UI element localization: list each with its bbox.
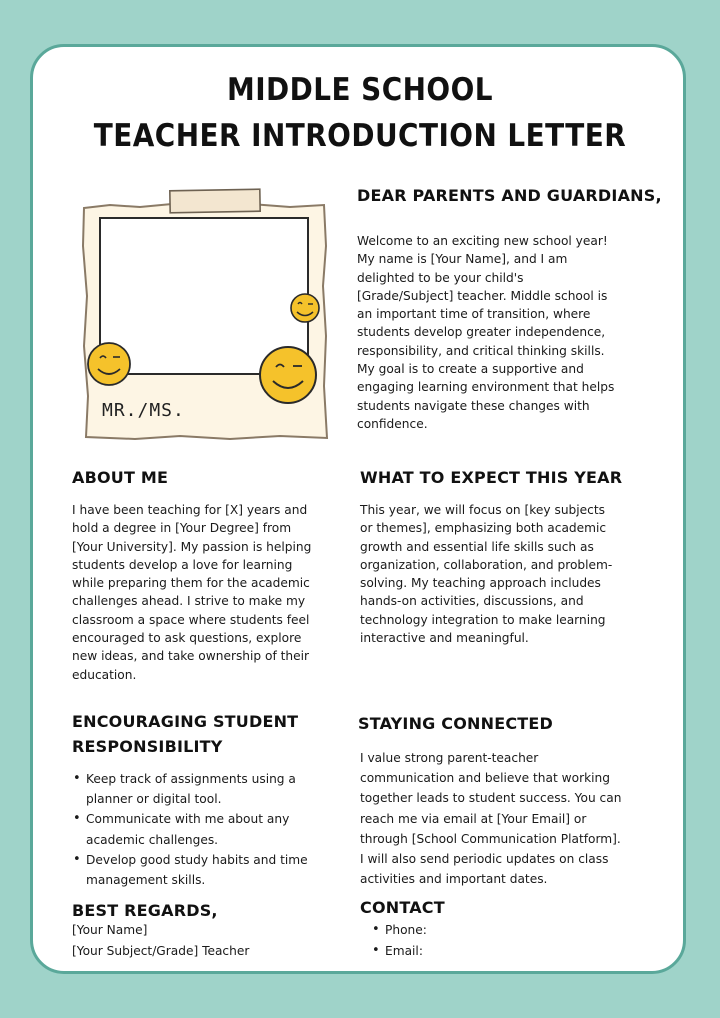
greeting-line: My name is [Your Name], and I am	[357, 252, 568, 267]
contact-item-phone	[385, 920, 585, 941]
expect-line: or themes], emphasizing both academic	[360, 521, 607, 536]
about-line: while preparing them for the academic	[72, 576, 310, 591]
contact-item-email	[385, 941, 585, 962]
connected-line: activities and important dates.	[360, 872, 548, 887]
connected-line: I value strong parent-teacher	[360, 751, 539, 765]
regards-role: [Your Subject/Grade] Teacher	[72, 944, 250, 958]
expect-line: This year, we will focus on [key subjects	[360, 503, 605, 517]
connected-line: communication and believe that working	[360, 771, 610, 786]
responsibility-heading-line-1: ENCOURAGING STUDENT	[72, 712, 299, 731]
about-line: hold a degree in [Your Degree] from	[72, 521, 292, 536]
expect-line: hands-on activities, discussions, and	[360, 594, 584, 609]
connected-line: reach me via email at [Your Email] or	[360, 811, 587, 826]
greeting-line: responsibility, and critical thinking skills.	[357, 343, 605, 358]
list-item-line: management skills.	[86, 873, 206, 888]
about-line: education.	[72, 667, 137, 682]
expect-line: organization, collaboration, and problem-	[360, 557, 613, 572]
connected-paragraph	[360, 748, 660, 889]
greeting-paragraph	[357, 232, 657, 433]
contact-phone-label: Phone:	[385, 923, 427, 937]
expect-line: interactive and meaningful.	[360, 631, 529, 646]
about-paragraph	[72, 501, 342, 684]
smiley-small-icon	[291, 294, 319, 322]
expect-line: technology integration to make learning	[360, 612, 606, 627]
expect-line: growth and essential life skills such as	[360, 539, 594, 554]
about-line: new ideas, and take ownership of their	[72, 649, 310, 664]
smiley-left-icon	[88, 343, 130, 385]
greeting-line: engaging learning environment that helps	[357, 380, 615, 395]
greeting-line: confidence.	[357, 416, 428, 431]
regards-name: [Your Name]	[72, 923, 148, 937]
responsibility-heading-line-2: RESPONSIBILITY	[72, 737, 223, 756]
connected-heading: STAYING CONNECTED	[358, 714, 554, 733]
frame-label: MR./MS.	[102, 400, 185, 421]
about-line: [Your University]. My passion is helping	[72, 539, 312, 554]
contact-heading: CONTACT	[360, 898, 445, 917]
regards-heading: BEST REGARDS,	[72, 901, 218, 920]
connected-line: together leads to student success. You can	[360, 791, 622, 806]
responsibility-list	[72, 769, 356, 890]
list-item	[86, 809, 356, 849]
about-heading: ABOUT ME	[72, 468, 169, 487]
about-line: encouraged to ask questions, explore	[72, 631, 302, 646]
greeting-line: an important time of transition, where	[357, 307, 591, 322]
greeting-line: [Grade/Subject] teacher. Middle school is	[357, 288, 608, 303]
greeting-line: students navigate these changes with	[357, 398, 590, 413]
list-item-line: Keep track of assignments using a	[86, 772, 296, 786]
greeting-heading: DEAR PARENTS AND GUARDIANS,	[357, 186, 662, 205]
connected-line: I will also send periodic updates on class	[360, 852, 609, 867]
list-item-line: Develop good study habits and time	[86, 852, 308, 867]
photo-frame	[80, 186, 334, 442]
list-item	[86, 850, 356, 890]
about-line: I have been teaching for [X] years and	[72, 503, 308, 517]
list-item	[86, 769, 356, 809]
expect-heading: WHAT TO EXPECT THIS YEAR	[360, 468, 623, 487]
list-item-line: academic challenges.	[86, 832, 219, 847]
contact-list	[371, 920, 585, 961]
expect-paragraph	[360, 501, 660, 647]
greeting-line: delighted to be your child's	[357, 270, 524, 285]
greeting-line: students develop greater independence,	[357, 325, 606, 340]
greeting-line: My goal is to create a supportive and	[357, 362, 584, 377]
about-line: students develop a love for learning	[72, 557, 293, 572]
about-line: challenges ahead. I strive to make my	[72, 594, 306, 609]
smiley-large-icon	[260, 347, 316, 403]
title-line-1: MIDDLE SCHOOL	[226, 72, 494, 108]
about-line: classroom a space where students feel	[72, 612, 310, 627]
expect-line: solving. My teaching approach includes	[360, 576, 601, 591]
list-item-line: planner or digital tool.	[86, 792, 222, 807]
list-item-line: Communicate with me about any	[86, 812, 290, 827]
contact-email-label: Email:	[385, 943, 423, 958]
connected-line: through [School Communication Platform].	[360, 831, 621, 846]
greeting-line: Welcome to an exciting new school year!	[357, 234, 608, 248]
title-line-2: TEACHER INTRODUCTION LETTER	[93, 118, 627, 154]
